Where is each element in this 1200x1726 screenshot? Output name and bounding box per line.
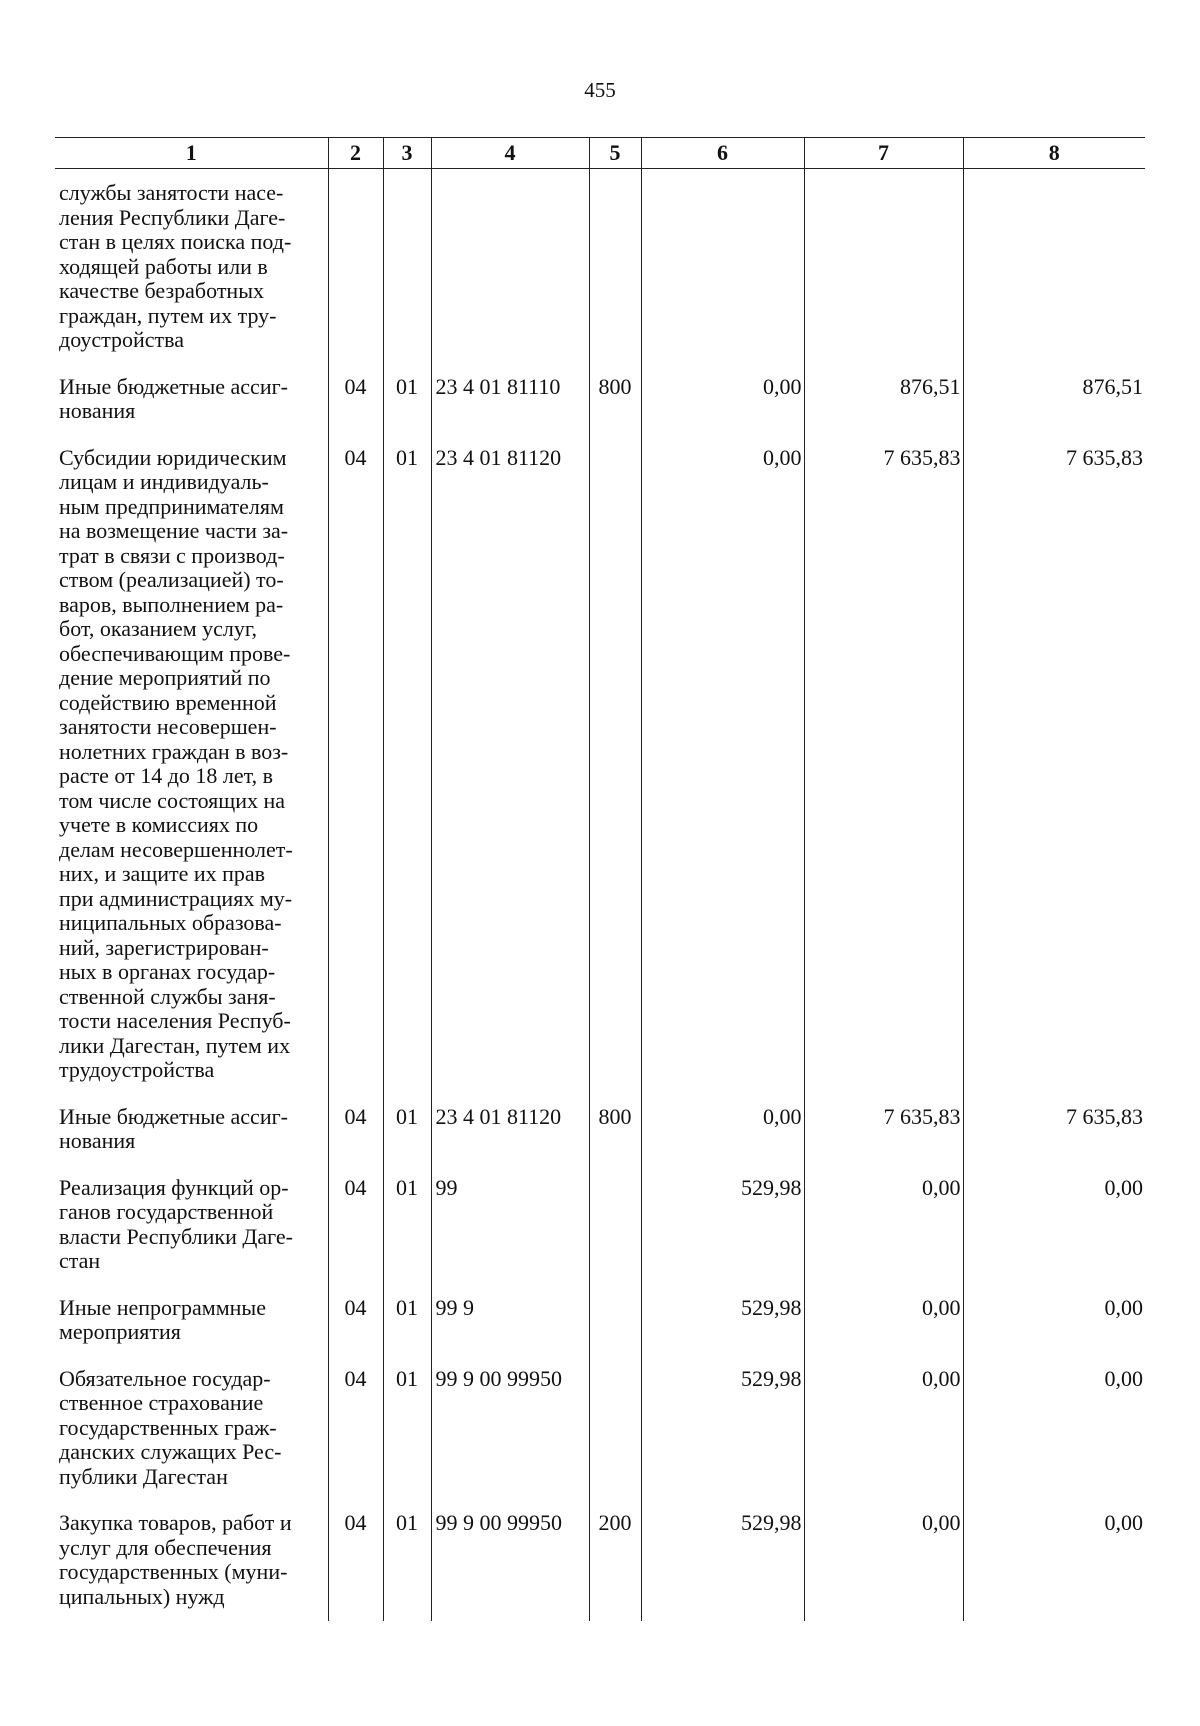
row-subsection xyxy=(383,169,431,371)
row-amount-col6: 0,00 xyxy=(641,442,804,1101)
table-row xyxy=(55,371,1145,442)
header-col-5: 5 xyxy=(589,138,641,169)
row-expense-type xyxy=(589,442,641,1101)
row-amount-col7: 0,00 xyxy=(804,1292,963,1363)
header-row xyxy=(55,138,1145,169)
row-amount-col8: 876,51 xyxy=(963,371,1145,442)
row-amount-col7: 0,00 xyxy=(804,1507,963,1621)
row-amount-col6: 0,00 xyxy=(641,371,804,442)
table-row xyxy=(55,169,1145,371)
row-section xyxy=(328,169,383,371)
row-amount-col8: 0,00 xyxy=(963,1172,1145,1292)
row-expense-type: 200 xyxy=(589,1507,641,1621)
row-amount-col7 xyxy=(804,169,963,371)
row-subsection: 01 xyxy=(383,371,431,442)
row-expense-type xyxy=(589,1172,641,1292)
row-expense-type xyxy=(589,1363,641,1508)
row-target-code: 99 9 00 99950 xyxy=(431,1363,589,1508)
header-col-1: 1 xyxy=(55,138,328,169)
row-amount-col6: 529,98 xyxy=(641,1507,804,1621)
row-amount-col7: 0,00 xyxy=(804,1172,963,1292)
row-target-code: 23 4 01 81120 xyxy=(431,442,589,1101)
header-col-2: 2 xyxy=(328,138,383,169)
row-subsection: 01 xyxy=(383,1172,431,1292)
row-name: Закупка товаров, работ и услуг для обеспечения государственных (муни- ципальных) нужд xyxy=(59,1510,292,1609)
row-amount-col8: 0,00 xyxy=(963,1507,1145,1621)
row-target-code: 23 4 01 81120 xyxy=(431,1101,589,1172)
row-amount-col8: 0,00 xyxy=(963,1363,1145,1508)
row-name: службы занятости насе- ления Республики Даге- стан в целях поиска под- ходящей работы или в качестве безработных граждан, путем их тру- доустройства xyxy=(59,180,292,352)
row-amount-col6: 529,98 xyxy=(641,1172,804,1292)
header-col-4: 4 xyxy=(431,138,589,169)
row-amount-col7: 7 635,83 xyxy=(804,442,963,1101)
row-section: 04 xyxy=(328,1507,383,1621)
row-amount-col6: 529,98 xyxy=(641,1363,804,1508)
row-section: 04 xyxy=(328,442,383,1101)
row-amount-col6: 529,98 xyxy=(641,1292,804,1363)
row-name: Реализация функций ор- ганов государственной власти Республики Даге- стан xyxy=(59,1174,293,1273)
table-row xyxy=(55,1292,1145,1363)
row-amount-col6 xyxy=(641,169,804,371)
row-section: 04 xyxy=(328,1172,383,1292)
row-target-code: 99 xyxy=(431,1172,589,1292)
row-expense-type: 800 xyxy=(589,371,641,442)
row-subsection: 01 xyxy=(383,1363,431,1508)
row-name: Иные бюджетные ассиг- нования xyxy=(59,373,288,423)
row-amount-col6: 0,00 xyxy=(641,1101,804,1172)
header-col-6: 6 xyxy=(641,138,804,169)
row-name: Иные бюджетные ассиг- нования xyxy=(59,1103,288,1153)
row-target-code xyxy=(431,169,589,371)
table-row xyxy=(55,1507,1145,1621)
row-section: 04 xyxy=(328,1292,383,1363)
row-subsection: 01 xyxy=(383,442,431,1101)
row-name: Субсидии юридическим лицам и индивидуаль- ным предпринимателям на возмещение части за- трат в связи с производ- ством (реализацией) то- варов, выполнением ра- бот, оказанием услуг, обеспечивающим прове- дение мероприятий по содействию временной занятости несовершен- нолетних граждан в воз- расте от 14 до 18 лет, в том числе состоящих на учете в комиссиях по делам несовершеннолет- них, и защите их прав при администрациях му- ниципальных образова- ний, зарегистрирован- ных в органах государ- ственной службы заня- тости населения Респуб- лики Дагестан, путем их трудоустройства xyxy=(59,444,293,1082)
table-row xyxy=(55,442,1145,1101)
row-target-code: 99 9 xyxy=(431,1292,589,1363)
row-section: 04 xyxy=(328,1363,383,1508)
row-section: 04 xyxy=(328,1101,383,1172)
row-subsection: 01 xyxy=(383,1507,431,1621)
header-col-3: 3 xyxy=(383,138,431,169)
row-amount-col7: 0,00 xyxy=(804,1363,963,1508)
row-expense-type xyxy=(589,169,641,371)
page-number: 455 xyxy=(584,78,616,102)
row-subsection: 01 xyxy=(383,1101,431,1172)
row-name: Обязательное государ- ственное страхование государственных граж- данских служащих Рес- публики Дагестан xyxy=(59,1365,282,1489)
table-row xyxy=(55,1363,1145,1508)
row-section: 04 xyxy=(328,371,383,442)
row-amount-col8: 7 635,83 xyxy=(963,442,1145,1101)
table-row xyxy=(55,1101,1145,1172)
row-amount-col7: 876,51 xyxy=(804,371,963,442)
table-row xyxy=(55,1172,1145,1292)
row-expense-type xyxy=(589,1292,641,1363)
row-amount-col8: 0,00 xyxy=(963,1292,1145,1363)
row-expense-type: 800 xyxy=(589,1101,641,1172)
row-name: Иные непрограммные мероприятия xyxy=(59,1294,266,1344)
row-amount-col8: 7 635,83 xyxy=(963,1101,1145,1172)
row-amount-col7: 7 635,83 xyxy=(804,1101,963,1172)
header-col-8: 8 xyxy=(963,138,1145,169)
header-col-7: 7 xyxy=(804,138,963,169)
row-target-code: 99 9 00 99950 xyxy=(431,1507,589,1621)
budget-table xyxy=(55,137,1145,1621)
table-header xyxy=(55,138,1145,169)
table-body xyxy=(55,169,1145,1622)
row-target-code: 23 4 01 81110 xyxy=(431,371,589,442)
row-amount-col8 xyxy=(963,169,1145,371)
row-subsection: 01 xyxy=(383,1292,431,1363)
